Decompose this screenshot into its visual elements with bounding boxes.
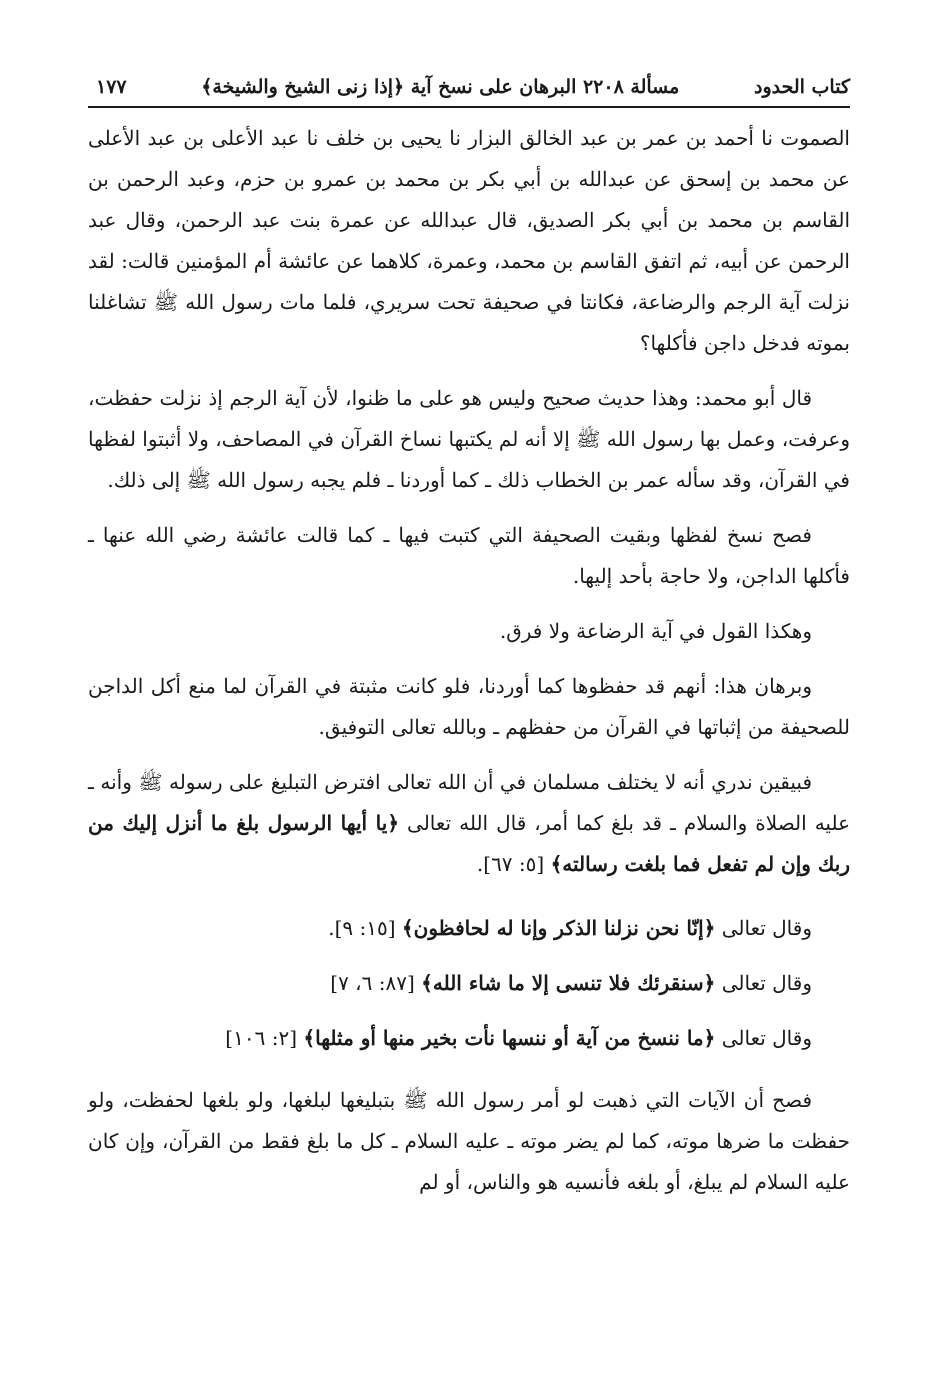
paragraph-tabligh — [88, 762, 850, 885]
quran-quote: ﴿إنّا نحن نزلنا الذكر وإنا له لحافظون﴾ — [401, 916, 716, 940]
verse-intro: وقال تعالى — [715, 916, 812, 940]
verses-block — [88, 901, 850, 1066]
paragraph-isnad: الصموت نا أحمد بن عمر بن عبد الخالق البزار نا يحيى بن خلف نا عبد الأعلى بن عبد الأعلى عن محمد بن إسحق عن عبدالله بن أبي بكر بن محمد بن عمرو بن حزم، وعبد الرحمن بن القاسم بن محمد بن أبي بكر الصديق، قال عبدالله عن عمرة بنت عبد الرحمن، وقال عبد الرحمن عن أبيه، ثم اتفق القاسم بن محمد، وعمرة، كلاهما عن عائشة أم المؤمنين قالت: لقد نزلت آية الرجم والرضاعة، فكانتا في صحيفة تحت سريري، فلما مات رسول الله ﷺ تشاغلنا بموته فدخل داجن فأكلها؟ — [88, 126, 851, 355]
quran-quote: ﴿يا أيها الرسول بلغ ما أنزل إليك من ربك وإن لم تفعل فما بلغت رسالته﴾ — [88, 811, 850, 876]
verse-reference: [٥: ٦٧]. — [476, 852, 551, 876]
quran-quote: ﴿سنقرئك فلا تنسى إلا ما شاء الله﴾ — [421, 971, 716, 995]
header-issue-title: مسألة ٢٢٠٨ البرهان على نسخ آية ﴿إذا زنى الشيخ والشيخة﴾ — [201, 76, 680, 98]
page-number: ١٧٧ — [96, 76, 127, 98]
verse-reference: [٢: ١٠٦] — [225, 1026, 304, 1050]
running-header — [88, 70, 850, 108]
book-page — [88, 70, 850, 1203]
verse-line — [88, 1011, 850, 1066]
verse-line — [88, 901, 850, 956]
verse-line — [88, 956, 850, 1011]
paragraph-proof: وبرهان هذا: أنهم قد حفظوها كما أوردنا، فلو كانت مثبتة في القرآن لما منع أكل الداجن للصحيفة من إثباتها في القرآن من حفظهم ـ وبالله تعالى التوفيق. — [88, 674, 850, 739]
page-body — [88, 118, 850, 1203]
quran-quote: ﴿ما ننسخ من آية أو ننسها نأت بخير منها أو مثلها﴾ — [303, 1026, 716, 1050]
verse-reference: [١٥: ٩]. — [328, 916, 402, 940]
verse-intro: وقال تعالى — [715, 971, 812, 995]
paragraph-radaa: وهكذا القول في آية الرضاعة ولا فرق. — [499, 619, 812, 643]
paragraph-conclusion: فصح أن الآيات التي ذهبت لو أمر رسول الله ﷺ بتبليغها لبلغها، ولو بلغها لحفظت، ولو حفظت ما ضرها موته، كما لم يضر موته ـ عليه السلام ـ كل ما بلغ فقط من القرآن، وإن كان عليه السلام لم يبلغ، أو بلغه فأنسيه هو والناس، أو لم — [88, 1088, 850, 1194]
verse-reference: [٨٧: ٦، ٧] — [330, 971, 422, 995]
paragraph-tabligh-text: فبيقين ندري أنه لا يختلف مسلمان في أن الله تعالى افترض التبليغ على رسوله ﷺ وأنه ـ عليه الصلاة والسلام ـ قد بلغ كما أمر، قال الله تعالى — [88, 770, 851, 835]
paragraph-abrogation: فصح نسخ لفظها وبقيت الصحيفة التي كتبت فيها ـ كما قالت عائشة رضي الله عنها ـ فأكلها الداجن، ولا حاجة بأحد إليها. — [88, 523, 850, 588]
verse-intro: وقال تعالى — [715, 1026, 812, 1050]
header-book-title: كتاب الحدود — [753, 76, 850, 98]
paragraph-abu-muhammad: قال أبو محمد: وهذا حديث صحيح وليس هو على ما ظنوا، لأن آية الرجم إذ نزلت حفظت، وعرفت، وعمل بها رسول الله ﷺ إلا أنه لم يكتبها نساخ القرآن في المصاحف، ولا أثبتوا لفظها في القرآن، وقد سأله عمر بن الخطاب ذلك ـ كما أوردنا ـ فلم يجبه رسول الله ﷺ إلى ذلك. — [88, 386, 850, 492]
